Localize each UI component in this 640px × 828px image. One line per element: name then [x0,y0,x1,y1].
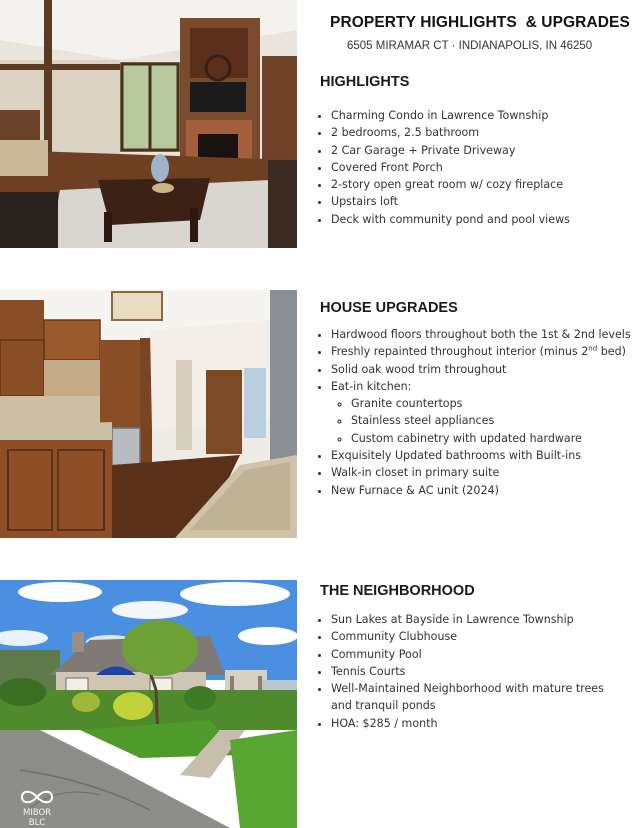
living-room-photo [0,0,297,248]
kitchen-photo [0,290,297,538]
neighborhood-heading: THE NEIGHBORHOOD [320,583,475,599]
page-title: PROPERTY HIGHLIGHTS & UPGRADES [330,14,630,31]
list-item [331,378,640,447]
list-item: • New Furnace & AC unit (2024) [331,482,640,499]
infinity-logo-icon [17,789,57,808]
list-item: • Walk-in closet in primary suite [331,464,640,481]
sub-list-item: ◦ Granite countertops [351,395,640,412]
list-item: • 2 bedrooms, 2.5 bathroom [331,124,640,141]
list-item-text: Freshly repainted throughout interior (minus 2 [331,345,589,359]
list-item: • Exquisitely Updated bathrooms with Built-ins [331,447,640,464]
sub-list-item: ◦ Stainless steel appliances [351,412,640,429]
sub-list-item: ◦ Custom cabinetry with updated hardware [351,430,640,447]
list-item: • Upstairs loft [331,193,640,210]
list-item: • Covered Front Porch [331,159,640,176]
list-item: • Well-Maintained Neighborhood with mature trees and tranquil ponds [331,680,623,715]
ordinal-suffix: nd [588,344,598,353]
list-item: • Sun Lakes at Bayside in Lawrence Township [331,611,640,628]
list-item-text: Eat-in kitchen: [331,379,412,393]
list-item: • Solid oak wood trim throughout [331,361,640,378]
list-item: • Hardwood floors throughout both the 1st & 2nd levels [331,326,640,343]
upgrades-list [318,326,640,499]
watermark [17,789,57,828]
list-item: • HOA: $285 / month [331,715,640,732]
list-item [331,343,640,360]
list-item-text: bed) [597,345,626,359]
list-item: • 2-story open great room w/ cozy fireplace [331,176,640,193]
highlights-list [318,107,640,228]
neighborhood-list [318,611,640,732]
list-item: • Community Clubhouse [331,628,640,645]
list-item: • 2 Car Garage + Private Driveway [331,142,640,159]
list-item: • Community Pool [331,646,640,663]
watermark-text: MIBOR BLC [22,808,52,828]
list-item: • Deck with community pond and pool views [331,211,640,228]
kitchen-sublist [331,395,640,447]
upgrades-heading: HOUSE UPGRADES [320,300,458,316]
highlights-heading: HIGHLIGHTS [320,74,410,90]
list-item: • Tennis Courts [331,663,640,680]
list-item: • Charming Condo in Lawrence Township [331,107,640,124]
property-address: 6505 MIRAMAR CT · INDIANAPOLIS, IN 46250 [347,40,593,52]
